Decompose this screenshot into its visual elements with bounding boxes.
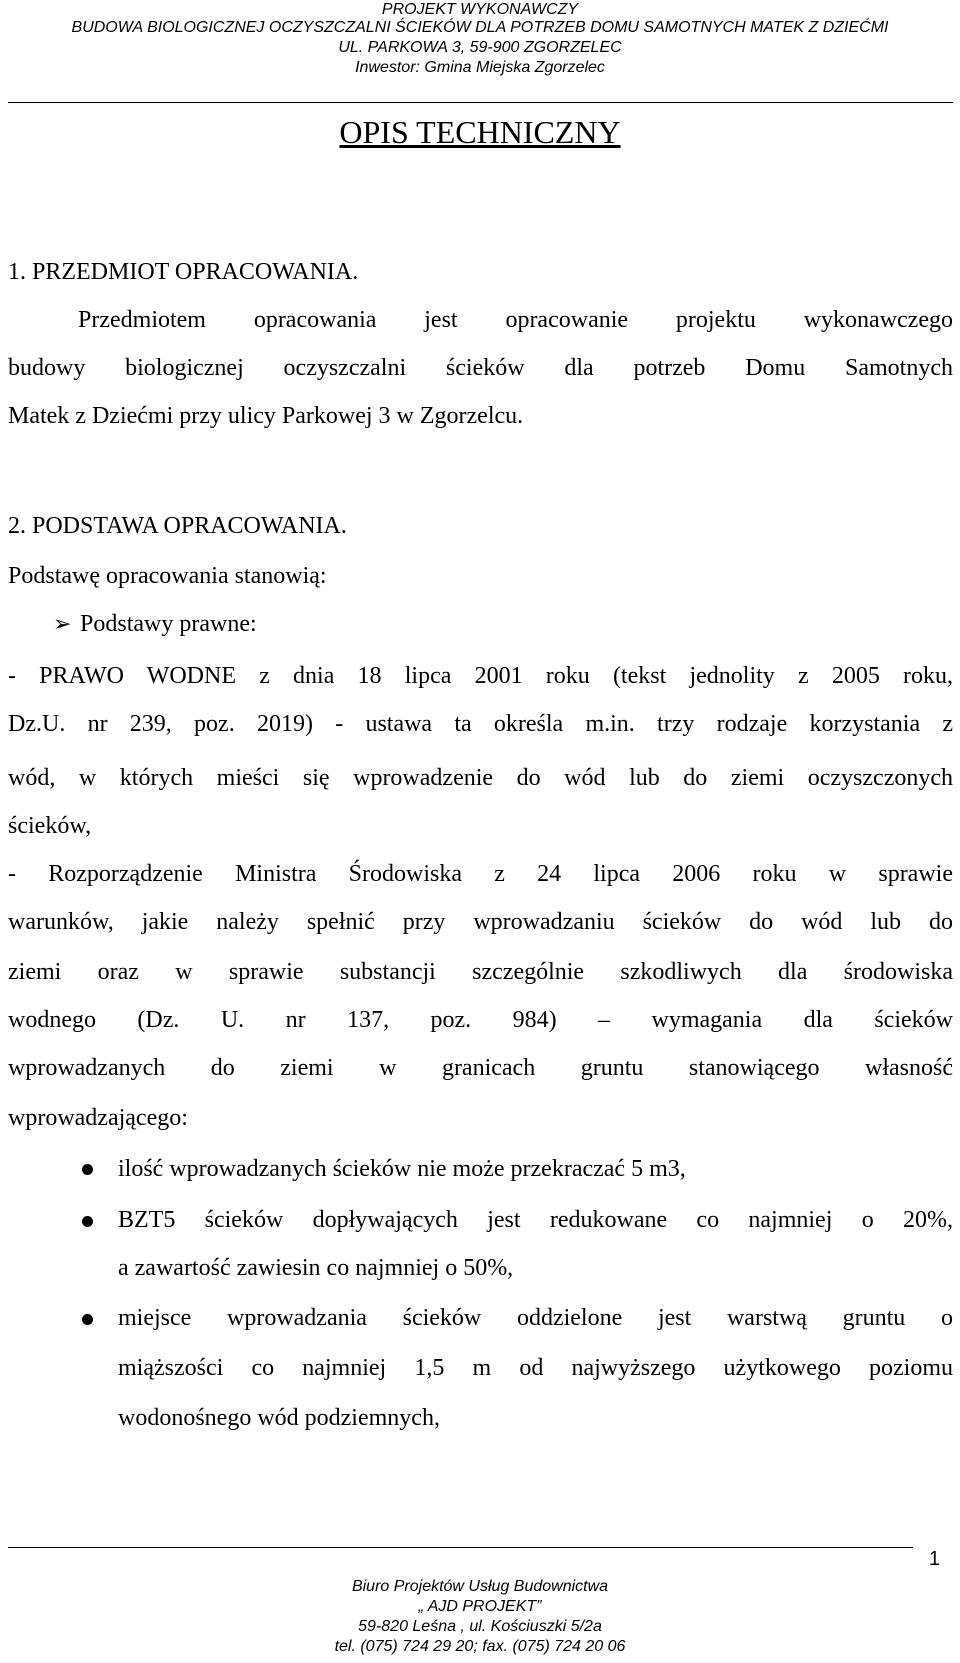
legal-text-line: wprowadzającego: — [8, 1105, 188, 1131]
bullet-item-text: wodonośnego wód podziemnych, — [118, 1405, 440, 1431]
page-number: 1 — [928, 1548, 940, 1570]
section2-intro: Podstawę opracowania stanowią: — [8, 563, 327, 589]
section1-text-line: Przedmiotem opracowania jest opracowanie projektu wykonawczego — [78, 307, 953, 333]
bullet-item-text: ilość wprowadzanych ścieków nie może przekraczać 5 m3, — [118, 1156, 686, 1182]
header-project-title: BUDOWA BIOLOGICZNEJ OCZYSZCZALNI ŚCIEKÓW DLA POTRZEB DOMU SAMOTNYCH MATEK Z DZIEĆMI — [71, 19, 889, 36]
bullet-item-text: miąższości co najmniej 1,5 m od najwyższego użytkowego poziomu — [118, 1355, 953, 1381]
footer-divider — [8, 1547, 913, 1548]
bullet-dot-icon — [82, 1216, 93, 1227]
bullet-item-text: miejsce wprowadzania ścieków oddzielone jest warstwą gruntu o — [118, 1305, 953, 1331]
header-address: UL. PARKOWA 3, 59-900 ZGORZELEC — [338, 39, 622, 56]
legal-text-line: Dz.U. nr 239, poz. 2019) - ustawa ta określa m.in. trzy rodzaje korzystania z — [8, 711, 953, 737]
section1-text-line: Matek z Dziećmi przy ulicy Parkowej 3 w Zgorzelcu. — [8, 403, 524, 429]
bullet-dot-icon — [82, 1164, 93, 1175]
legal-bases-label: Podstawy prawne: — [80, 611, 257, 637]
legal-text-line: ziemi oraz w sprawie substancji szczególnie szkodliwych dla środowiska — [8, 959, 953, 985]
legal-text-line: ścieków, — [8, 813, 92, 839]
footer-address: 59-820 Leśna , ul. Kościuszki 5/2a — [358, 1618, 602, 1635]
footer-company: Biuro Projektów Usług Budownictwa — [351, 1578, 609, 1595]
legal-text-line: wód, w których mieści się wprowadzenie do wód lub do ziemi oczyszczonych — [8, 765, 953, 791]
legal-text-line: wprowadzanych do ziemi w granicach gruntu stanowiącego własność — [8, 1055, 953, 1081]
header-investor: Inwestor: Gmina Miejska Zgorzelec — [355, 59, 605, 76]
header-project-type: PROJEKT WYKONAWCZY — [381, 1, 579, 18]
footer-contact: tel. (075) 724 29 20; fax. (075) 724 20 06 — [334, 1638, 626, 1655]
bullet-item-text: a zawartość zawiesin co najmniej o 50%, — [118, 1255, 514, 1281]
arrow-bullet-icon: ➢ — [53, 611, 72, 636]
legal-text-line: warunków, jakie należy spełnić przy wprowadzaniu ścieków do wód lub do — [8, 909, 953, 935]
bullet-item-text: BZT5 ścieków dopływających jest redukowane co najmniej o 20%, — [118, 1207, 953, 1233]
header-divider — [8, 102, 953, 103]
section1-text-line: budowy biologicznej oczyszczalni ścieków dla potrzeb Domu Samotnych — [8, 355, 953, 381]
document-title: OPIS TECHNICZNY — [339, 114, 621, 150]
legal-text-line: wodnego (Dz. U. nr 137, poz. 984) – wymagania dla ścieków — [8, 1007, 953, 1033]
bullet-dot-icon — [82, 1314, 93, 1325]
legal-text-line: - Rozporządzenie Ministra Środowiska z 24 lipca 2006 roku w sprawie — [8, 861, 953, 887]
section1-heading: 1. PRZEDMIOT OPRACOWANIA. — [8, 259, 359, 285]
legal-text-line: - PRAWO WODNE z dnia 18 lipca 2001 roku (tekst jednolity z 2005 roku, — [8, 663, 953, 689]
footer-brand: „ AJD PROJEKT” — [418, 1598, 542, 1615]
section2-heading: 2. PODSTAWA OPRACOWANIA. — [8, 513, 347, 539]
page-footer — [0, 1577, 960, 1657]
